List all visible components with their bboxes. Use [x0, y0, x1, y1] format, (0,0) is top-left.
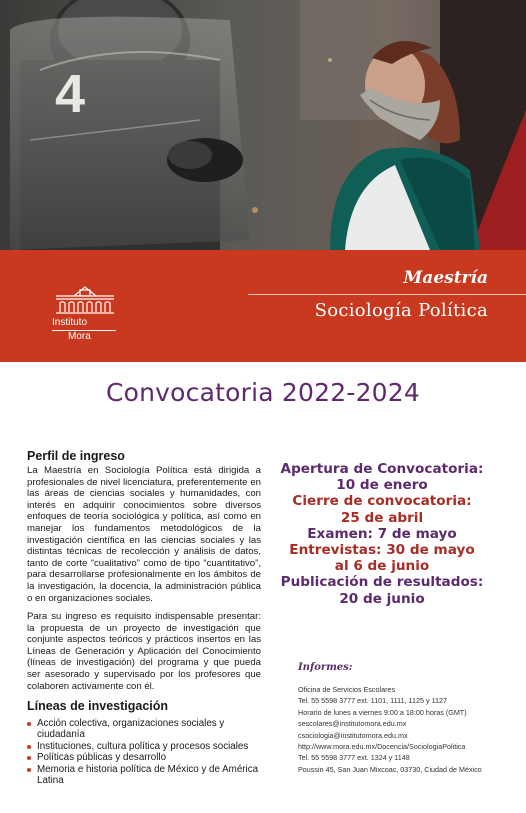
informes-contact: [298, 684, 518, 775]
contact-phone-1: Tel. 55 5598 3777 ext. 1101, 1111, 1125 y 1127: [298, 696, 448, 706]
hero-illustration: [0, 0, 526, 250]
bullet-icon: [27, 745, 31, 749]
page-title: Convocatoria 2022-2024: [105, 378, 420, 407]
bullet-icon: [27, 722, 31, 726]
building-icon: [54, 284, 116, 314]
informes-heading: Informes:: [298, 662, 353, 673]
date-line-apertura-label: Apertura de Convocatoria:: [280, 461, 484, 477]
lineas-item-text: Instituciones, cultura política y procesos sociales: [37, 740, 249, 752]
date-line-publicacion-label: Publicación de resultados:: [280, 574, 484, 591]
perfil-heading: Perfil de ingreso: [27, 449, 125, 463]
date-line-examen: Examen: 7 de mayo: [307, 525, 457, 542]
logo-text-instituto: Instituto: [52, 317, 88, 328]
date-line-cierre-label: Cierre de convocatoria:: [292, 493, 472, 510]
list-item: [27, 764, 267, 787]
bullet-icon: [27, 768, 31, 772]
lineas-list: [27, 718, 267, 786]
list-item: [27, 741, 267, 752]
contact-hours: Horario de lunes a viernes 9:00 a 18:00 horas (GMT): [298, 707, 467, 717]
program-name: Sociología Política: [314, 300, 488, 321]
lineas-item-text: Acción colectiva, organizaciones sociales y ciudadanía: [37, 718, 225, 741]
contact-address: Poussin 45, San Juan Mixcoac, 03730, Ciudad de México: [298, 764, 482, 774]
perfil-paragraph-2: Para su ingreso es requisito indispensable presentar: la propuesta de un proyecto de investigación que conjunte aspectos teóricos y prácticos insertos en las Líneas de Generación y Aplicación del Conocimiento (líneas de investigación) del programa y que pueda ser asesorado y supervisado por los profesores que colaboren activamente con él.: [27, 611, 261, 692]
contact-website: http://www.mora.edu.mx/Docencia/SociologiaPolitica: [298, 742, 466, 752]
logo-text-mora: Mora: [68, 331, 91, 342]
instituto-mora-logo: [50, 284, 120, 342]
list-item: [27, 718, 267, 741]
contact-phone-2: Tel. 55 5598 3777 ext. 1324 y 1148: [298, 753, 410, 763]
shield-number: 4: [55, 64, 86, 124]
program-label: Maestría: [403, 268, 488, 288]
date-line-entrevistas-end: al 6 de junio: [334, 558, 430, 575]
banner-divider: [248, 294, 526, 295]
lineas-heading: Líneas de investigación: [27, 699, 169, 713]
hero-photo: [0, 0, 526, 250]
contact-email-sociologia: csociologia@institutomora.edu.mx: [298, 730, 408, 740]
date-line-publicacion-date: 20 de junio: [339, 590, 425, 607]
date-line-entrevistas: Entrevistas: 30 de mayo: [289, 542, 475, 559]
list-item: [27, 752, 267, 763]
perfil-paragraph-1: La Maestría en Sociología Política está dirigida a profesionales de nivel licenciatura, preferentemente en las áreas de ciencias sociales y humanidades, con interés en adquirir conocimientos sobre diversos enfoques de teoría sociológica y política, así como en manejar los fundamentos metodológicos de la investigación científica en las ciencias sociales y las distintas técnicas de recolección y análisis de datos, tanto de corte “cualitativo” como de tipo “cuantitativo”, para desarrollarse profesionalmente en los ámbitos de la investigación, la docencia, la administración pública o en organizaciones sociales.: [27, 465, 261, 604]
bullet-icon: [27, 756, 31, 760]
lineas-item-text: Políticas públicas y desarrollo: [37, 752, 167, 764]
calendar-dates: [272, 461, 492, 607]
header-banner: [0, 250, 526, 362]
date-line-cierre-date: 25 de abril: [340, 509, 424, 526]
date-line-apertura-date: 10 de enero: [336, 477, 428, 494]
contact-email-escolares: sescolares@institutomora.edu.mx: [298, 719, 407, 729]
contact-office: Oficina de Servicios Escolares: [298, 685, 396, 694]
lineas-item-text: Memoria e historia política de México y de América Latina: [37, 763, 259, 787]
